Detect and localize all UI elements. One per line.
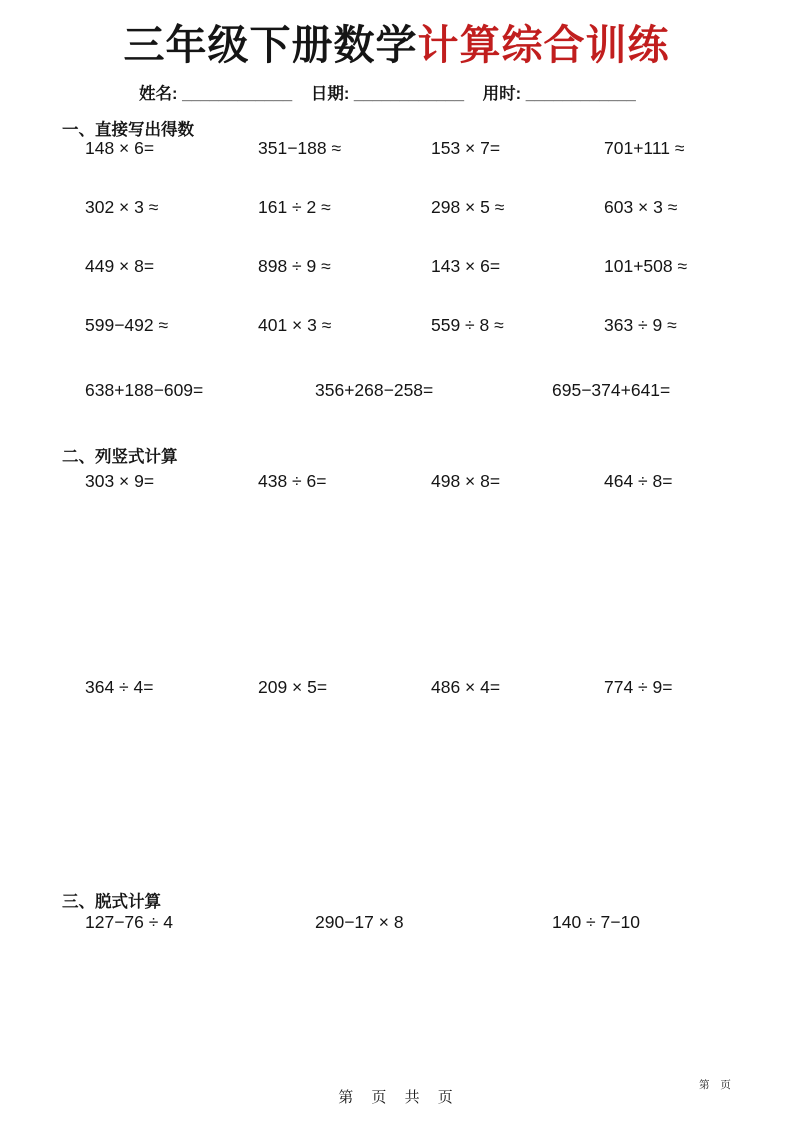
math-problem: 161 ÷ 2 ≈ xyxy=(258,197,331,217)
problem-row xyxy=(85,472,757,491)
math-problem: 363 ÷ 9 ≈ xyxy=(604,315,677,335)
math-problem: 599−492 ≈ xyxy=(85,315,169,335)
page-title xyxy=(0,12,793,71)
time-label: 用时: xyxy=(482,85,522,103)
section-2-heading: 二、列竖式计算 xyxy=(62,448,178,466)
math-problem: 153 × 7= xyxy=(431,138,501,158)
section-1-heading: 一、直接写出得数 xyxy=(62,121,194,139)
section-3-heading: 三、脱式计算 xyxy=(62,893,161,911)
math-problem: 701+111 ≈ xyxy=(604,138,685,158)
math-problem: 603 × 3 ≈ xyxy=(604,197,678,217)
math-problem: 695−374+641= xyxy=(552,380,671,400)
math-problem: 351−188 ≈ xyxy=(258,138,342,158)
math-problem: 143 × 6= xyxy=(431,256,501,276)
title-main: 三年级下册数学 xyxy=(123,22,418,68)
math-problem: 898 ÷ 9 ≈ xyxy=(258,256,331,276)
date-label: 日期: xyxy=(310,85,350,103)
title-accent: 计算综合训练 xyxy=(417,22,670,68)
math-problem: 638+188−609= xyxy=(85,380,204,400)
info-line xyxy=(139,80,636,104)
math-problem: 209 × 5= xyxy=(258,677,328,697)
math-problem: 148 × 6= xyxy=(85,138,155,158)
date-blank: ____________ xyxy=(353,85,465,103)
footer-page-indicator: 第 页 共 页 xyxy=(338,1089,455,1106)
footer-page-number: 第 页 xyxy=(699,1079,735,1091)
problem-row xyxy=(85,913,757,932)
math-problem: 364 ÷ 4= xyxy=(85,677,154,697)
problem-row xyxy=(85,257,757,276)
math-problem: 438 ÷ 6= xyxy=(258,471,327,491)
problem-row xyxy=(85,139,757,158)
name-label: 姓名: xyxy=(139,85,178,103)
math-problem: 127−76 ÷ 4 xyxy=(85,912,173,932)
time-blank: ____________ xyxy=(525,85,636,103)
math-problem: 559 ÷ 8 ≈ xyxy=(431,315,504,335)
math-problem: 140 ÷ 7−10 xyxy=(552,912,640,932)
problem-row xyxy=(85,678,757,697)
math-problem: 298 × 5 ≈ xyxy=(431,197,505,217)
math-problem: 303 × 9= xyxy=(85,471,155,491)
math-problem: 774 ÷ 9= xyxy=(604,677,673,697)
math-problem: 290−17 × 8 xyxy=(315,912,404,932)
math-problem: 486 × 4= xyxy=(431,677,501,697)
name-blank: ____________ xyxy=(182,85,293,103)
problem-row xyxy=(85,381,757,400)
math-problem: 401 × 3 ≈ xyxy=(258,315,332,335)
math-problem: 356+268−258= xyxy=(315,380,434,400)
math-problem: 449 × 8= xyxy=(85,256,155,276)
problem-row xyxy=(85,316,757,335)
problem-row xyxy=(85,198,757,217)
math-problem: 498 × 8= xyxy=(431,471,501,491)
math-problem: 464 ÷ 8= xyxy=(604,471,673,491)
math-problem: 101+508 ≈ xyxy=(604,256,688,276)
math-problem: 302 × 3 ≈ xyxy=(85,197,159,217)
